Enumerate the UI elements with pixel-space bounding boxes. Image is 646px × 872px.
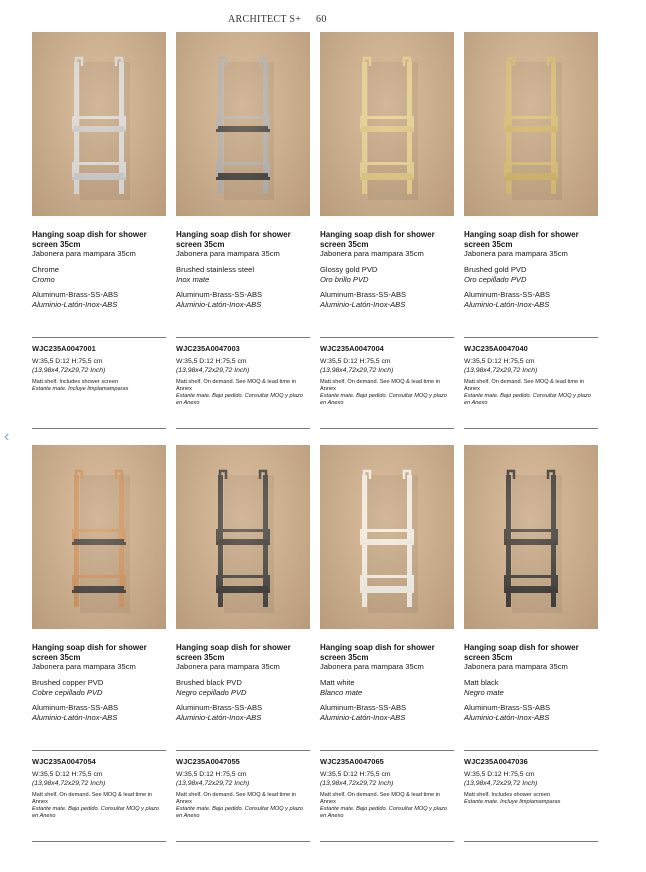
- chevron-left-icon[interactable]: ‹: [4, 428, 10, 445]
- finish-en: Brushed copper PVD: [32, 678, 104, 687]
- product-photo: [464, 445, 598, 629]
- soap-dish-rack-illustration: [320, 445, 454, 629]
- finish-es: Cromo: [32, 274, 55, 284]
- product-photo: [176, 445, 310, 629]
- product-subtitle: Jabonera para mampara 35cm: [464, 249, 568, 258]
- material-en: Aluminum-Brass-SS-ABS: [320, 290, 407, 299]
- product-title: Hanging soap dish for shower screen 35cm: [464, 643, 579, 662]
- product-subtitle: Jabonera para mampara 35cm: [32, 249, 136, 258]
- soap-dish-rack-illustration: [320, 32, 454, 216]
- card-bottom-divider: [32, 428, 166, 429]
- brand-title: ARCHITECT S+: [228, 14, 302, 25]
- dimensions-inch: (13,98x4,72x29,72 Inch): [464, 779, 538, 787]
- card-bottom-divider: [464, 428, 598, 429]
- finish-es: Negro mate: [464, 687, 504, 697]
- material-en: Aluminum-Brass-SS-ABS: [32, 703, 119, 712]
- product-subtitle: Jabonera para mampara 35cm: [176, 249, 280, 258]
- product-code: WJC235A0047003: [176, 344, 240, 353]
- dimensions: W:35,5 D:12 H:75,5 cm: [32, 771, 103, 778]
- product-code: WJC235A0047054: [32, 757, 96, 766]
- dimensions-inch: (13,98x4,72x29,72 Inch): [320, 366, 394, 374]
- note-es: Estante mate. Bajo pedido. Consultar MOQ y plazo en Anexo: [32, 806, 159, 819]
- note-en: Matt shelf. On demand. See MOQ & lead time in Annex: [176, 379, 297, 392]
- finish-es: Oro brillo PVD: [320, 274, 369, 284]
- card-bottom-divider: [176, 428, 310, 429]
- product-photo: [32, 445, 166, 629]
- product-card: [32, 32, 166, 393]
- card-bottom-divider: [320, 841, 454, 842]
- product-photo: [320, 445, 454, 629]
- product-title: Hanging soap dish for shower screen 35cm: [176, 230, 291, 249]
- product-title: Hanging soap dish for shower screen 35cm: [32, 643, 147, 662]
- product-photo: [32, 32, 166, 216]
- finish-es: Oro cepillado PVD: [464, 274, 527, 284]
- card-bottom-divider: [320, 428, 454, 429]
- product-code: WJC235A0047001: [32, 344, 96, 353]
- product-code: WJC235A0047055: [176, 757, 240, 766]
- product-card: [320, 32, 454, 407]
- finish-es: Blanco mate: [320, 687, 363, 697]
- material-en: Aluminum-Brass-SS-ABS: [32, 290, 119, 299]
- dimensions: W:35,5 D:12 H:75,5 cm: [320, 771, 391, 778]
- note-es: Estante mate. Bajo pedido. Consultar MOQ y plazo en Anexo: [320, 806, 447, 819]
- note-es: Estante mate. Bajo pedido. Consultar MOQ y plazo en Anexo: [320, 393, 447, 406]
- card-bottom-divider: [32, 841, 166, 842]
- dimensions-inch: (13,98x4,72x29,72 Inch): [320, 779, 394, 787]
- finish-es: Inox mate: [176, 274, 210, 284]
- product-subtitle: Jabonera para mampara 35cm: [320, 249, 424, 258]
- finish-en: Matt black: [464, 678, 499, 687]
- finish-es: Cobre cepillado PVD: [32, 687, 103, 697]
- product-photo: [464, 32, 598, 216]
- material-en: Aluminum-Brass-SS-ABS: [464, 290, 551, 299]
- dimensions: W:35,5 D:12 H:75,5 cm: [464, 771, 535, 778]
- finish-en: Brushed black PVD: [176, 678, 242, 687]
- material-es: Aluminio-Latón-Inox-ABS: [176, 299, 262, 309]
- material-es: Aluminio-Latón-Inox-ABS: [464, 299, 550, 309]
- product-code: WJC235A0047065: [320, 757, 384, 766]
- product-subtitle: Jabonera para mampara 35cm: [320, 662, 424, 671]
- material-en: Aluminum-Brass-SS-ABS: [320, 703, 407, 712]
- product-title: Hanging soap dish for shower screen 35cm: [320, 230, 435, 249]
- note-en: Matt shelf. On demand. See MOQ & lead time in Annex: [464, 379, 585, 392]
- page-header: [228, 14, 327, 25]
- note-en: Matt shelf. On demand. See MOQ & lead time in Annex: [176, 792, 297, 805]
- dimensions: W:35,5 D:12 H:75,5 cm: [32, 358, 103, 365]
- product-card: [32, 445, 166, 820]
- soap-dish-rack-illustration: [176, 32, 310, 216]
- product-subtitle: Jabonera para mampara 35cm: [176, 662, 280, 671]
- finish-es: Negro cepillado PVD: [176, 687, 247, 697]
- finish-en: Chrome: [32, 265, 60, 274]
- product-card: [176, 445, 310, 820]
- material-es: Aluminio-Latón-Inox-ABS: [32, 712, 118, 722]
- note-en: Matt shelf. Includes shower screen: [32, 379, 119, 385]
- soap-dish-rack-illustration: [32, 445, 166, 629]
- note-es: Estante mate. Incluye limpiamamparas: [464, 799, 561, 805]
- product-photo: [320, 32, 454, 216]
- soap-dish-rack-illustration: [464, 32, 598, 216]
- note-en: Matt shelf. On demand. See MOQ & lead time in Annex: [32, 792, 153, 805]
- finish-en: Brushed gold PVD: [464, 265, 527, 274]
- dimensions: W:35,5 D:12 H:75,5 cm: [464, 358, 535, 365]
- product-code: WJC235A0047040: [464, 344, 528, 353]
- product-title: Hanging soap dish for shower screen 35cm: [320, 643, 435, 662]
- finish-en: Brushed stainless steel: [176, 265, 255, 274]
- note-es: Estante mate. Incluye limpiamamparas: [32, 386, 129, 392]
- material-en: Aluminum-Brass-SS-ABS: [176, 703, 263, 712]
- product-card: [176, 32, 310, 407]
- material-es: Aluminio-Latón-Inox-ABS: [320, 712, 406, 722]
- dimensions: W:35,5 D:12 H:75,5 cm: [176, 358, 247, 365]
- material-es: Aluminio-Latón-Inox-ABS: [32, 299, 118, 309]
- product-code: WJC235A0047004: [320, 344, 384, 353]
- dimensions-inch: (13,98x4,72x29,72 Inch): [176, 366, 250, 374]
- product-photo: [176, 32, 310, 216]
- product-title: Hanging soap dish for shower screen 35cm: [176, 643, 291, 662]
- note-es: Estante mate. Bajo pedido. Consultar MOQ y plazo en Anexo: [176, 806, 303, 819]
- dimensions-inch: (13,98x4,72x29,72 Inch): [464, 366, 538, 374]
- dimensions: W:35,5 D:12 H:75,5 cm: [176, 771, 247, 778]
- material-en: Aluminum-Brass-SS-ABS: [176, 290, 263, 299]
- note-es: Estante mate. Bajo pedido. Consultar MOQ y plazo en Anexo: [176, 393, 303, 406]
- material-es: Aluminio-Latón-Inox-ABS: [176, 712, 262, 722]
- product-subtitle: Jabonera para mampara 35cm: [32, 662, 136, 671]
- finish-en: Matt white: [320, 678, 355, 687]
- material-en: Aluminum-Brass-SS-ABS: [464, 703, 551, 712]
- dimensions-inch: (13,98x4,72x29,72 Inch): [32, 366, 106, 374]
- product-card: [464, 445, 598, 806]
- dimensions-inch: (13,98x4,72x29,72 Inch): [32, 779, 106, 787]
- product-code: WJC235A0047036: [464, 757, 528, 766]
- note-en: Matt shelf. Includes shower screen: [464, 792, 551, 798]
- product-title: Hanging soap dish for shower screen 35cm: [32, 230, 147, 249]
- product-card: [320, 445, 454, 820]
- note-es: Estante mate. Bajo pedido. Consultar MOQ y plazo en Anexo: [464, 393, 591, 406]
- product-title: Hanging soap dish for shower screen 35cm: [464, 230, 579, 249]
- material-es: Aluminio-Latón-Inox-ABS: [464, 712, 550, 722]
- card-bottom-divider: [176, 841, 310, 842]
- soap-dish-rack-illustration: [464, 445, 598, 629]
- soap-dish-rack-illustration: [32, 32, 166, 216]
- dimensions-inch: (13,98x4,72x29,72 Inch): [176, 779, 250, 787]
- product-card: [464, 32, 598, 407]
- soap-dish-rack-illustration: [176, 445, 310, 629]
- note-en: Matt shelf. On demand. See MOQ & lead time in Annex: [320, 792, 441, 805]
- note-en: Matt shelf. On demand. See MOQ & lead time in Annex: [320, 379, 441, 392]
- finish-en: Glossy gold PVD: [320, 265, 378, 274]
- product-subtitle: Jabonera para mampara 35cm: [464, 662, 568, 671]
- material-es: Aluminio-Latón-Inox-ABS: [320, 299, 406, 309]
- card-bottom-divider: [464, 841, 598, 842]
- page-number: 60: [316, 14, 327, 25]
- dimensions: W:35,5 D:12 H:75,5 cm: [320, 358, 391, 365]
